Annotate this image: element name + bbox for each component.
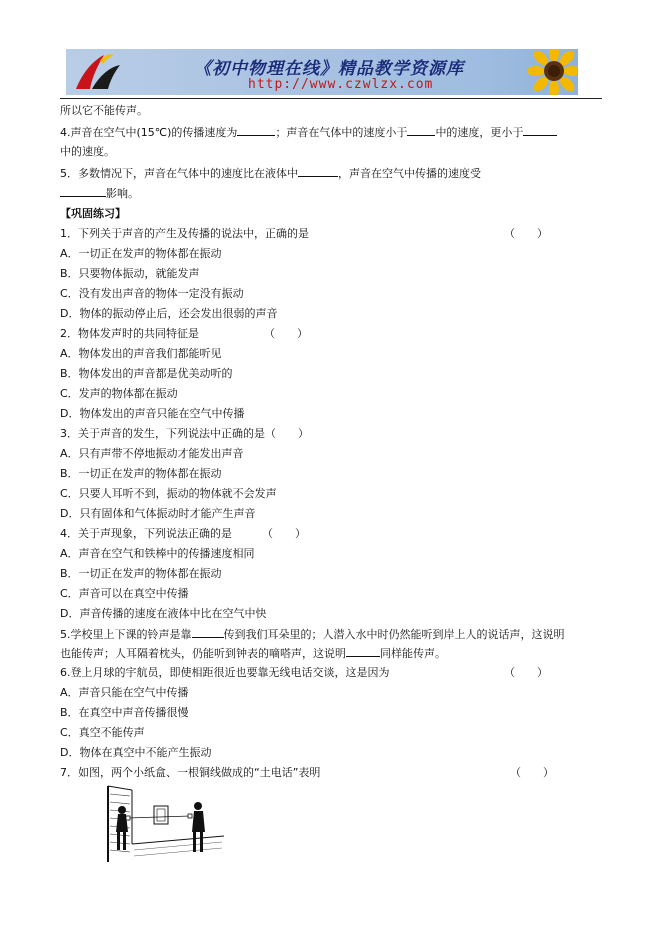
answer-paren: （ ）	[264, 327, 308, 340]
header-rule	[60, 98, 602, 99]
text-line: 影响。	[60, 186, 139, 201]
answer-paren: （ ）	[510, 766, 554, 779]
option-a: A．只有声带不停地振动才能发出声音	[60, 447, 244, 460]
text-line: 中的速度。	[60, 145, 115, 158]
question-4: 4．关于声现象，下列说法正确的是	[60, 527, 232, 540]
option-d: D．只有固体和气体振动时才能产生声音	[60, 507, 256, 520]
question-5-part1: 5.学校里上下课的铃声是靠 传到我们耳朵里的；人潜入水中时仍然能听到岸上人的说话声，这说明	[60, 628, 565, 641]
option-b: B．在真空中声音传播很慢	[60, 706, 189, 719]
option-c: C．只要人耳听不到，振动的物体就不会发声	[60, 487, 277, 500]
option-d: D．物体发出的声音只能在空气中传播	[60, 407, 245, 420]
question-5-part2: 也能传声；人耳隔着枕头，仍能听到钟表的嘀嗒声，这说明 同样能传声。	[60, 647, 446, 660]
answer-paren: （ ）	[262, 527, 306, 540]
answer-paren: （ ）	[504, 227, 548, 240]
header-banner	[66, 49, 578, 95]
question-2: 2．物体发声时的共同特征是	[60, 327, 199, 340]
section-heading: 【巩固练习】	[60, 207, 126, 220]
option-b: B．物体发出的声音都是优美动听的	[60, 367, 233, 380]
question-7: 7．如图，两个小纸盒、一根铜线做成的“土电话”表明	[60, 766, 321, 779]
sunflower-icon	[528, 49, 578, 95]
option-d: D．物体在真空中不能产生振动	[60, 746, 212, 759]
option-c: C．没有发出声音的物体一定没有振动	[60, 287, 244, 300]
option-d: D．物体的振动停止后，还会发出很弱的声音	[60, 307, 278, 320]
question-3: 3．关于声音的发生，下列说法中正确的是（ ）	[60, 427, 309, 440]
question-5-line: 5．多数情况下，声音在气体中的速度比在液体中 ，声音在空气中传播的速度受	[60, 167, 481, 180]
question-1: 1．下列关于声音的产生及传播的说法中，正确的是	[60, 227, 309, 240]
logo-icon	[70, 51, 126, 93]
option-a: A．一切正在发声的物体都在振动	[60, 247, 222, 260]
option-b: B．一切正在发声的物体都在振动	[60, 567, 222, 580]
option-a: A．物体发出的声音我们都能听见	[60, 347, 222, 360]
option-a: A．声音只能在空气中传播	[60, 686, 189, 699]
tin-can-telephone-figure	[104, 784, 224, 864]
question-6: 6.登上月球的宇航员，即使相距很近也要靠无线电话交谈，这是因为	[60, 666, 390, 679]
answer-paren: （ ）	[504, 666, 548, 679]
option-b: B．一切正在发声的物体都在振动	[60, 467, 222, 480]
question-4-line: 4.声音在空气中(15℃)的传播速度为 ；声音在气体中的速度小于 中的速度，更小于	[60, 125, 557, 140]
option-d: D．声音传播的速度在液体中比在空气中快	[60, 607, 267, 620]
header-url: http://www.czwlzx.com	[248, 77, 434, 92]
header-title: 《初中物理在线》精品教学资源库	[194, 59, 464, 79]
option-c: C．发声的物体都在振动	[60, 387, 178, 400]
option-a: A．声音在空气和铁棒中的传播速度相同	[60, 547, 255, 560]
option-c: C．真空不能传声	[60, 726, 145, 739]
option-c: C．声音可以在真空中传播	[60, 587, 189, 600]
option-b: B．只要物体振动，就能发声	[60, 267, 200, 280]
text-line: 所以它不能传声。	[60, 104, 148, 117]
